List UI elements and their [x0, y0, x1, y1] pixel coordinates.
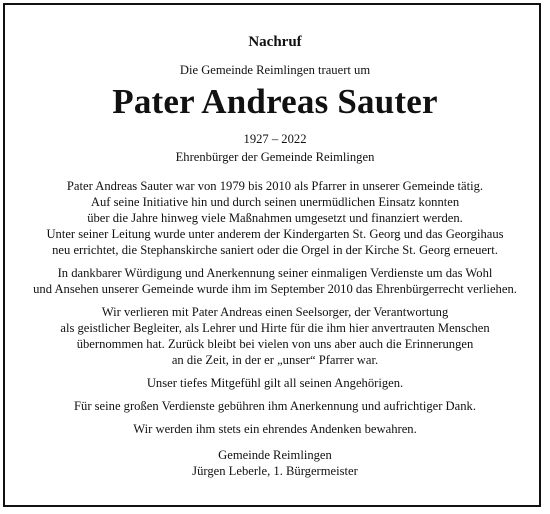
paragraph-3-line: als geistlicher Begleiter, als Lehrer und Hirte für die ihm hier anvertrauten Menschen — [60, 321, 490, 335]
paragraph-3-line: übernommen hat. Zurück bleibt bei vielen von uns aber auch die Erinnerungen — [76, 337, 474, 351]
paragraph-3-line: an die Zeit, in der er „unser“ Pfarrer war. — [171, 353, 379, 367]
paragraph-2-line: In dankbarer Würdigung und Anerkennung seiner einmaligen Verdienste um das Wohl — [57, 266, 493, 280]
paragraph-1-line: Unter seiner Leitung wurde unter anderem der Kindergarten St. Georg und das Georgihaus — [46, 227, 504, 241]
paragraph-3-line: Wir verlieren mit Pater Andreas einen Seelsorger, der Verantwortung — [101, 305, 449, 319]
signature-organization: Gemeinde Reimlingen — [218, 448, 332, 462]
paragraph-1-line: Pater Andreas Sauter war von 1979 bis 2010 als Pfarrer in unserer Gemeinde tätig. — [66, 179, 484, 193]
paragraph-2-line: und Ansehen unserer Gemeinde wurde ihm im September 2010 das Ehrenbürgerrecht verliehen. — [33, 282, 517, 296]
condolence-text: Unser tiefes Mitgefühl gilt all seinen Angehörigen. — [146, 376, 404, 390]
signature-person: Jürgen Leberle, 1. Bürgermeister — [192, 464, 358, 478]
memory-text: Wir werden ihm stets ein ehrendes Andenken bewahren. — [133, 422, 417, 436]
paragraph-1-line: über die Jahre hinweg viele Maßnahmen umgesetzt und finanziert werden. — [87, 211, 463, 225]
deceased-name: Pater Andreas Sauter — [112, 82, 438, 121]
notice-heading: Nachruf — [248, 34, 302, 50]
honorary-title: Ehrenbürger der Gemeinde Reimlingen — [175, 150, 375, 164]
thanks-text: Für seine großen Verdienste gebühren ihm Anerkennung und aufrichtiger Dank. — [74, 399, 476, 413]
notice-intro: Die Gemeinde Reimlingen trauert um — [179, 63, 371, 77]
paragraph-1-line: Auf seine Initiative hin und durch seinen unermüdlichen Einsatz konnten — [90, 195, 460, 209]
paragraph-1-line: neu errichtet, die Stephanskirche saniert oder die Orgel in der Kirche St. Georg erneuert. — [52, 243, 498, 257]
life-years: 1927 – 2022 — [243, 132, 307, 146]
